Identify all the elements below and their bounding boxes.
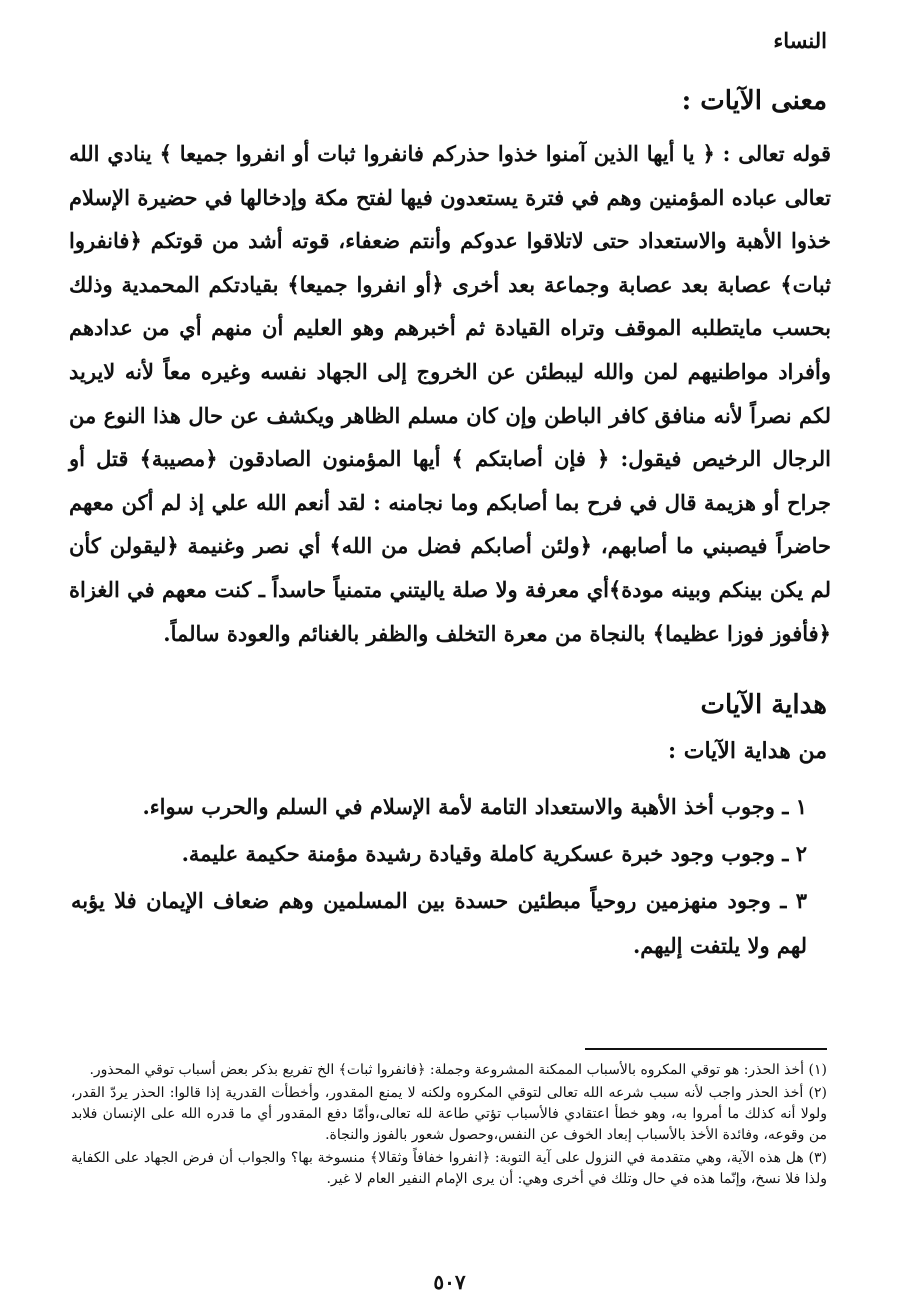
footnotes bbox=[71, 1060, 827, 1192]
guidance-point: ٢ ـ وجوب وجود خبرة عسكرية كاملة وقيادة رشيدة مؤمنة حكيمة عليمة. bbox=[181, 841, 807, 866]
running-head: النساء bbox=[773, 28, 827, 53]
footnote: (٢) أخذ الحذر واجب لأنه سبب شرعه الله تعالى لتوقي المكروه ولكنه لا يمنع المقدور، وأخطأت القدرية إذا قالوا: الحذر يردّ القدر، ولولا أنه كذلك ما أمروا به، وهو خطأ اعتقادي فالأسباب تؤتي طاعة لله تعالى،وأمّا دفع المقدور أي ما قدره الله على الإنسان فلابد من وقوعه، وفائدة الأخذ بالأسباب إبعاد الخوف عن النفس،وحصول شعور بالفوز والنجاة. bbox=[71, 1085, 827, 1143]
section-title-meaning: معنى الآيات : bbox=[681, 86, 827, 116]
footnote-divider bbox=[585, 1048, 827, 1050]
section-title-guidance: هداية الآيات bbox=[700, 690, 827, 720]
guidance-points bbox=[71, 784, 827, 970]
footnote: (١) أخذ الحذر: هو توقي المكروه بالأسباب الممكنة المشروعة وجملة: ﴿فانفروا ثبات﴾ الخ تفريع بذكر بعض أسباب توقي المحذور. bbox=[89, 1062, 827, 1078]
meaning-body bbox=[69, 132, 831, 655]
meaning-paragraph: قوله تعالى : ﴿ يا أيها الذين آمنوا خذوا حذركم فانفروا ثبات أو انفروا جميعا ﴾ ينادي الله تعالى عباده المؤمنين وهم في فترة يستعدون فيها لفتح مكة وإدخالها في حضيرة الإسلام خذوا الأهبة والاستعداد حتى لاتلاقوا عدوكم وأنتم ضعفاء، قوته أشد من قوتكم ﴿فانفروا ثبات﴾ عصابة بعد عصابة وجماعة بعد أخرى ﴿أو انفروا جميعا﴾ بقيادتكم المحمدية وذلك بحسب مايتطلبه الموقف وتراه القيادة ثم أخبرهم وهو العليم أن منهم أي من عدادهم وأفراد مواطنيهم لمن والله ليبطئن عن الخروج إلى الجهاد نفسه وغيره معاً لأنه لايريد لكم نصراً لأنه منافق كافر الباطن وإن كان مسلم الظاهر ويكشف عن حال هذا النوع من الرجال الرخيص فيقول: ﴿ فإن أصابتكم ﴾ أيها المؤمنون الصادقون ﴿مصيبة﴾ قتل أو جراح أو هزيمة قال في فرح بما أصابكم وما نجامنه : لقد أنعم الله علي إذ لم أكن معهم حاضراً فيصبني ما أصابهم، ﴿ولئن أصابكم فضل من الله﴾ أي نصر وغنيمة ﴿ليقولن كأن لم يكن بينكم وبينه مودة﴾أي معرفة ولا صلة ياليتني متمنياً حاسداً ـ كنت معهم في الغزاة ﴿فأفوز فوزا عظيما﴾ بالنجاة من معرة التخلف والظفر بالغنائم والعودة سالماً. bbox=[69, 141, 831, 646]
page-number: ٥٠٧ bbox=[433, 1270, 466, 1294]
guidance-point: ١ ـ وجوب أخذ الأهبة والاستعداد التامة لأمة الإسلام في السلم والحرب سواء. bbox=[142, 794, 807, 819]
guidance-point: ٣ ـ وجود منهزمين روحياً مبطئين حسدة بين المسلمين وهم ضعاف الإيمان فلا يؤبه لهم ولا يلتفت إليهم. bbox=[71, 888, 807, 958]
guidance-subtitle: من هداية الآيات : bbox=[667, 738, 827, 764]
footnote: (٣) هل هذه الآية، وهي متقدمة في النزول على آية التوبة: ﴿انفروا خفافاً وثقالا﴾ منسوخة بها؟ والجواب أن فرض الجهاد على الكفاية ولذا فلا نسخ، وإنّما هذه في حال وتلك في أخرى وهي: أن يرى الإمام النفير العام لا غير. bbox=[71, 1150, 827, 1187]
